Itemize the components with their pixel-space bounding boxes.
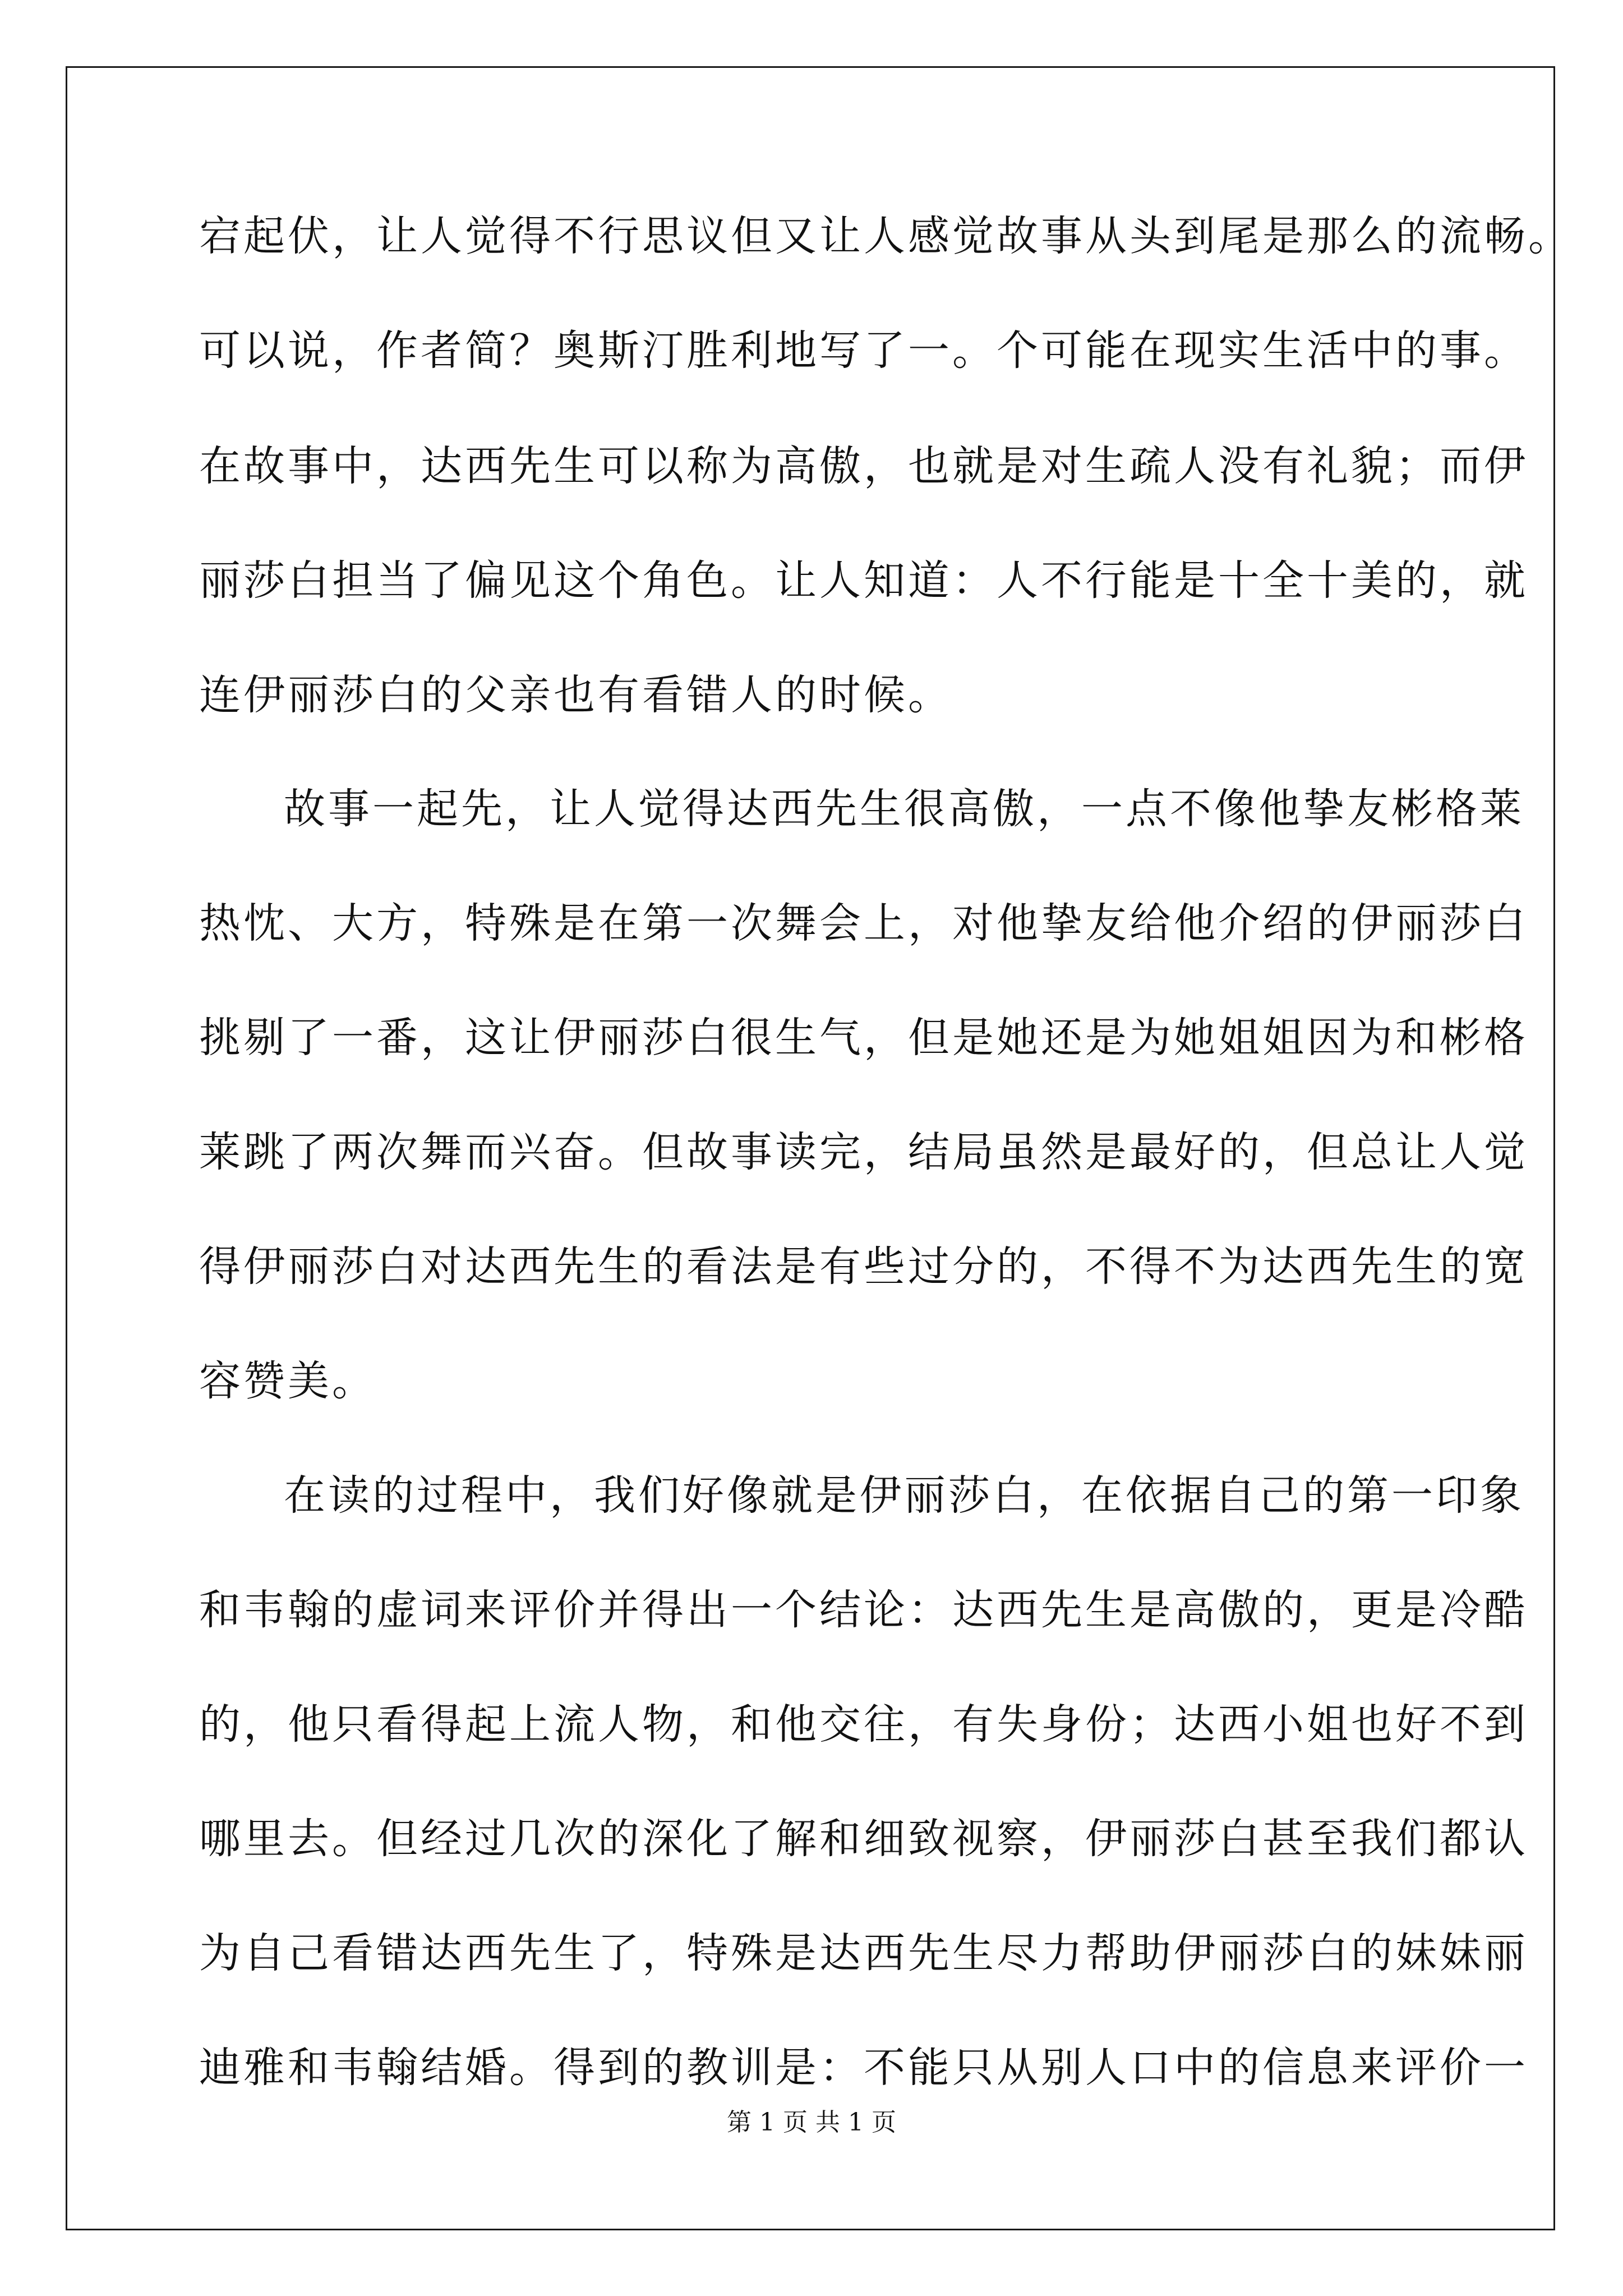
text-line: 得伊丽莎白对达西先生的看法是有些过分的，不得不为达西先生的宽 [199,1243,1528,1291]
text-line: 为自己看错达西先生了，特殊是达西先生尽力帮助伊丽莎白的妹妹丽 [199,1929,1528,1977]
text-line: 挑剔了一番，这让伊丽莎白很生气，但是她还是为她姐姐因为和彬格 [199,1014,1528,1062]
text-line: 迪雅和韦翰结婚。得到的教训是：不能只从别人口中的信息来评价一 [199,2044,1528,2092]
text-line: 容赞美。 [199,1357,376,1405]
paragraph-first-line: 故事一起先，让人觉得达西先生很高傲，一点不像他挚友彬格莱 [284,785,1524,833]
page-footer: 第 1 页 共 1 页 [727,2108,896,2137]
text-line: 热忱、大方，特殊是在第一次舞会上，对他挚友给他介绍的伊丽莎白 [199,899,1528,947]
text-line: 哪里去。但经过几次的深化了解和细致视察，伊丽莎白甚至我们都认 [199,1815,1528,1863]
text-line: 在故事中，达西先生可以称为高傲，也就是对生疏人没有礼貌；而伊 [199,442,1528,490]
text-line: 的，他只看得起上流人物，和他交往，有失身份；达西小姐也好不到 [199,1700,1528,1749]
text-line: 宕起伏，让人觉得不行思议但又让人感觉故事从头到尾是那么的流畅。 [199,212,1573,260]
text-line: 丽莎白担当了偏见这个角色。让人知道：人不行能是十全十美的，就 [199,556,1528,605]
text-line: 可以说，作者简？奥斯汀胜利地写了一。个可能在现实生活中的事。 [199,326,1528,375]
paragraph-first-line: 在读的过程中，我们好像就是伊丽莎白，在依据自己的第一印象 [284,1471,1524,1520]
text-line: 和韦翰的虚词来评价并得出一个结论：达西先生是高傲的，更是冷酷 [199,1586,1528,1634]
text-line: 连伊丽莎白的父亲也有看错人的时候。 [199,671,952,719]
text-line: 莱跳了两次舞而兴奋。但故事读完，结局虽然是最好的，但总让人觉 [199,1128,1528,1176]
